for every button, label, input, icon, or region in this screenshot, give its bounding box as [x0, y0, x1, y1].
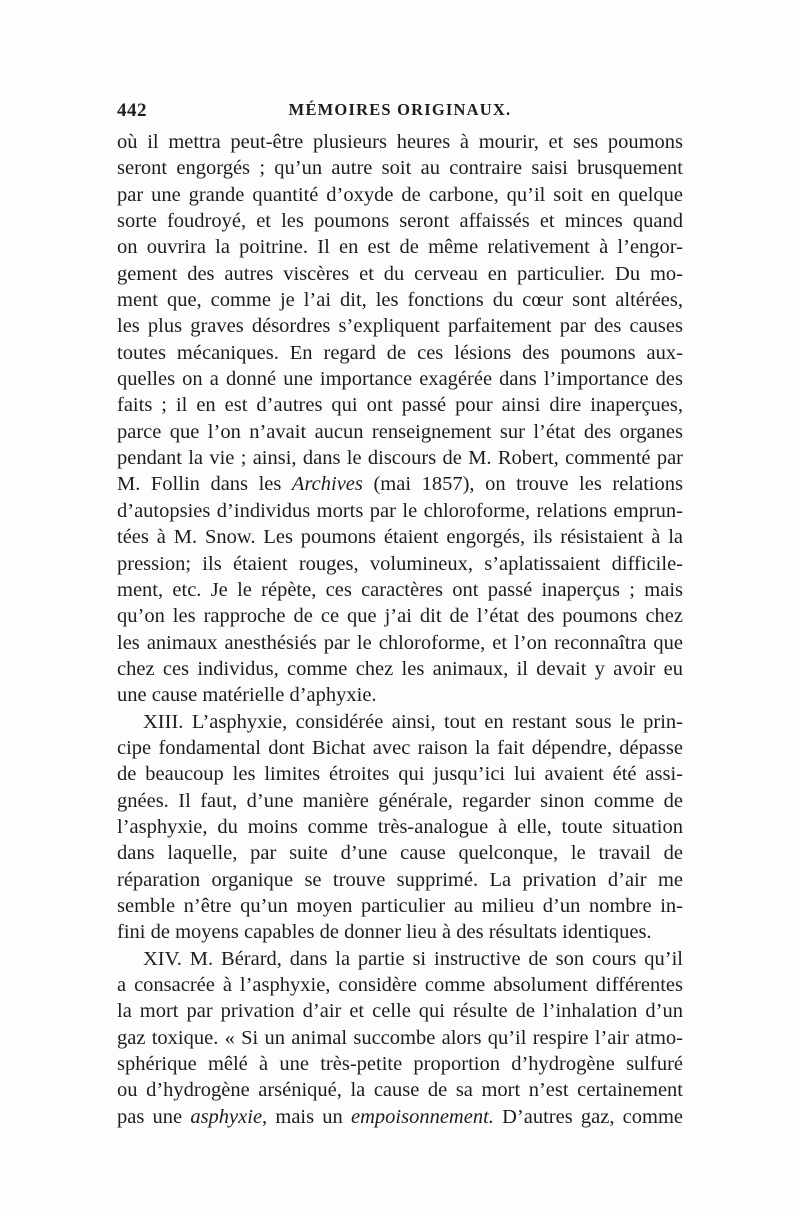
text-segment: D’autres gaz, comme: [493, 1105, 683, 1128]
body-text: [117, 129, 683, 1130]
text-line: ou d’hydrogène arséniqué, la cause de sa mort n’est certainement: [117, 1079, 683, 1102]
text-line: gnées. Il faut, d’une manière générale, regarder sinon comme de: [117, 789, 683, 812]
text-line: sorte foudroyé, et les poumons seront affaissés et minces quand: [117, 210, 683, 233]
text-line: par une grande quantité d’oxyde de carbone, qu’il soit en quelque: [117, 183, 683, 206]
text-line: chez ces individus, comme chez les animaux, il devait y avoir eu: [117, 657, 683, 680]
text-line: [117, 1104, 683, 1130]
text-line: tées à M. Snow. Les poumons étaient engorgés, ils résistaient à la: [117, 526, 683, 549]
running-title: MÉMOIRES ORIGINAUX.: [288, 100, 512, 119]
page-header: [117, 100, 683, 126]
text-line: parce que l’on n’avait aucun renseignement sur l’état des organes: [117, 420, 683, 443]
text-line: l’asphyxie, du moins comme très-analogue à elle, toute situation: [117, 815, 683, 838]
text-line: les plus graves désordres s’expliquent parfaitement par des causes: [117, 315, 683, 338]
text-line: gement des autres viscères et du cerveau en particulier. Du mo-: [117, 262, 683, 285]
text-line: gaz toxique. « Si un animal succombe alors qu’il respire l’air atmo-: [117, 1026, 683, 1049]
text-line: semble n’être qu’un moyen particulier au milieu d’un nombre in-: [117, 894, 683, 917]
text-line: les animaux anesthésiés par le chloroforme, et l’on reconnaîtra que: [117, 631, 683, 654]
text-segment: (mai 1857), on trouve les relations: [362, 473, 683, 496]
italic-text: empoisonnement.: [351, 1105, 494, 1128]
text-line: dans laquelle, par suite d’une cause quelconque, le travail de: [117, 842, 683, 865]
text-line: a consacrée à l’asphyxie, considère comme absolument différentes: [117, 974, 683, 996]
text-line: où il mettra peut-être plusieurs heures à mourir, et ses poumons: [117, 131, 683, 153]
text-line: faits ; il en est d’autres qui ont passé pour ainsi dire inaperçues,: [117, 394, 683, 417]
text-segment: mais un: [267, 1105, 351, 1128]
text-line: quelles on a donné une importance exagérée dans l’importance des: [117, 368, 683, 391]
text-line: la mort par privation d’air et celle qui résulte de l’inhalation d’un: [117, 1000, 683, 1023]
text-line: ment, etc. Je le répète, ces caractères ont passé inaperçus ; mais: [117, 578, 683, 601]
text-line: toutes mécaniques. En regard de ces lésions des poumons aux-: [117, 341, 683, 364]
italic-text: asphyxie,: [190, 1105, 268, 1128]
text-line: réparation organique se trouve supprimé. La privation d’air me: [117, 868, 683, 891]
text-line: ment que, comme je l’ai dit, les fonctions du cœur sont altérées,: [117, 289, 683, 312]
text-line: qu’on les rapproche de ce que j’ai dit de l’état des poumons chez: [117, 605, 683, 628]
text-line: XIV. M. Bérard, dans la partie si instructive de son cours qu’il: [143, 947, 683, 970]
text-line: sphérique mêlé à une très-petite proportion d’hydrogène sulfuré: [117, 1053, 683, 1076]
italic-text: Archives: [291, 473, 363, 496]
text-line: fini de moyens capables de donner lieu à des résultats identiques.: [117, 921, 652, 944]
text-line: [117, 471, 683, 497]
text-line: pression; ils étaient rouges, volumineux, s’aplatissaient difficile-: [117, 552, 683, 575]
text-line: seront engorgés ; qu’un autre soit au contraire saisi brusquement: [117, 157, 683, 180]
text-line: on ouvrira la poitrine. Il en est de même relativement à l’engor-: [117, 236, 683, 259]
text-segment: M. Follin dans les: [117, 473, 292, 496]
text-line: une cause matérielle d’aphyxie.: [117, 684, 377, 707]
page-number: 442: [117, 100, 147, 121]
text-line: de beaucoup les limites étroites qui jusqu’ici lui avaient été assi-: [117, 763, 683, 786]
text-segment: pas une: [117, 1105, 191, 1128]
text-line: d’autopsies d’individus morts par le chloroforme, relations emprun-: [117, 499, 683, 522]
text-line: XIII. L’asphyxie, considérée ainsi, tout en restant sous le prin-: [143, 710, 683, 733]
text-line: pendant la vie ; ainsi, dans le discours de M. Robert, commenté par: [117, 447, 683, 470]
text-line: cipe fondamental dont Bichat avec raison la fait dépendre, dépasse: [117, 736, 683, 759]
